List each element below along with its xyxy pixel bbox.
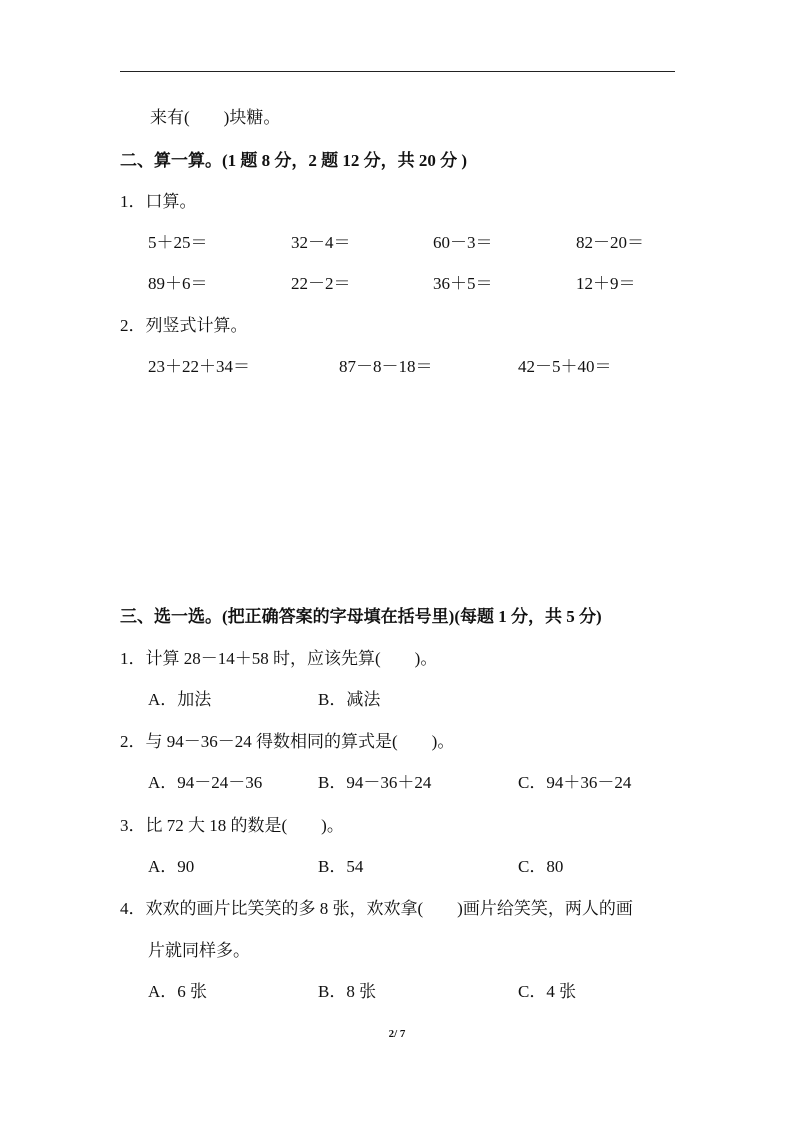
- choice-option: B．减法: [318, 690, 381, 709]
- mental-math-item: 12＋9＝: [576, 274, 636, 293]
- mental-math-item: 82－20＝: [576, 233, 644, 252]
- choice-option: A．6 张: [148, 982, 208, 1001]
- vertical-calc-item: 23＋22＋34＝: [148, 357, 250, 376]
- section-2-title: 二、算一算。(1 题 8 分，2 题 12 分，共 20 分 ): [120, 151, 468, 170]
- vertical-calc-item: 87－8－18＝: [339, 357, 433, 376]
- mental-math-item: 36＋5＝: [433, 274, 493, 293]
- choice-option: B．94－36＋24: [318, 773, 432, 792]
- choice-option: C．94＋36－24: [518, 773, 632, 792]
- choice-question-stem-continued: 片就同样多。: [148, 941, 250, 960]
- continued-line: 来有( )块糖。: [150, 108, 281, 127]
- vertical-calc-item: 42－5＋40＝: [518, 357, 612, 376]
- choice-option: A．90: [148, 857, 195, 876]
- question-2-1-label: 1．口算。: [120, 192, 197, 211]
- mental-math-item: 5＋25＝: [148, 233, 208, 252]
- choice-question-stem: 1．计算 28－14＋58 时，应该先算( )。: [120, 649, 438, 668]
- choice-option: A．加法: [148, 690, 212, 709]
- choice-option: C．4 张: [518, 982, 577, 1001]
- choice-question-stem: 2．与 94－36－24 得数相同的算式是( )。: [120, 732, 455, 751]
- header-rule: [120, 71, 675, 72]
- choice-option: B．8 张: [318, 982, 377, 1001]
- choice-question-stem: 3．比 72 大 18 的数是( )。: [120, 816, 344, 835]
- mental-math-item: 89＋6＝: [148, 274, 208, 293]
- mental-math-item: 22－2＝: [291, 274, 351, 293]
- choice-option: C．80: [518, 857, 564, 876]
- mental-math-item: 60－3＝: [433, 233, 493, 252]
- question-2-2-label: 2．列竖式计算。: [120, 316, 248, 335]
- page-number: 2/ 7: [388, 1028, 406, 1040]
- section-3-title: 三、选一选。(把正确答案的字母填在括号里)(每题 1 分，共 5 分): [120, 607, 602, 626]
- choice-question-stem: 4．欢欢的画片比笑笑的多 8 张，欢欢拿( )画片给笑笑，两人的画: [120, 899, 633, 918]
- mental-math-item: 32－4＝: [291, 233, 351, 252]
- choice-option: A．94－24－36: [148, 773, 263, 792]
- choice-option: B．54: [318, 857, 364, 876]
